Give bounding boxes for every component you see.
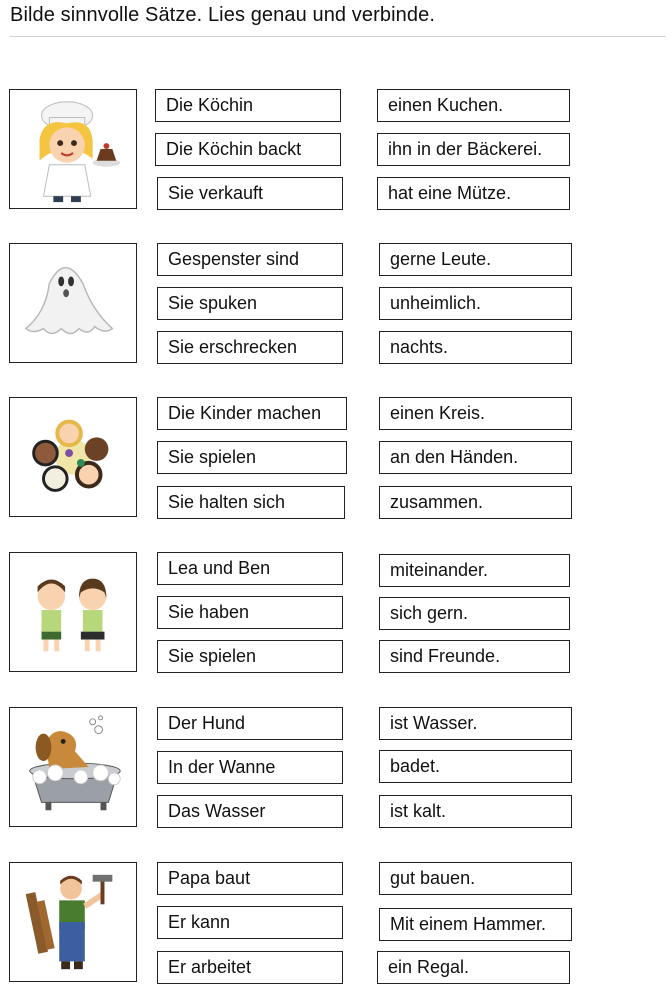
right-phrase[interactable]: einen Kuchen. <box>377 89 570 122</box>
right-phrase[interactable]: ist Wasser. <box>379 707 572 740</box>
right-phrase[interactable]: zusammen. <box>379 486 572 519</box>
left-phrase[interactable]: Er arbeitet <box>157 951 343 984</box>
ghost-icon <box>9 243 137 363</box>
right-phrase[interactable]: sich gern. <box>379 597 570 630</box>
right-phrase[interactable]: an den Händen. <box>379 441 572 474</box>
boy-and-girl-icon <box>9 552 137 672</box>
left-phrase[interactable]: Sie spielen <box>157 441 347 474</box>
left-phrase[interactable]: Sie erschrecken <box>157 331 343 364</box>
left-phrase[interactable]: Lea und Ben <box>157 552 343 585</box>
right-phrase[interactable]: nachts. <box>379 331 572 364</box>
dog-bath-icon <box>9 707 137 827</box>
instruction-title: Bilde sinnvolle Sätze. Lies genau und verbinde. <box>10 4 435 26</box>
left-phrase[interactable]: Er kann <box>157 906 343 939</box>
left-phrase[interactable]: Sie halten sich <box>157 486 345 519</box>
right-phrase[interactable]: badet. <box>379 750 572 783</box>
divider <box>10 36 666 37</box>
left-phrase[interactable]: Der Hund <box>157 707 343 740</box>
left-phrase[interactable]: In der Wanne <box>157 751 343 784</box>
left-phrase[interactable]: Gespenster sind <box>157 243 343 276</box>
right-phrase[interactable]: ein Regal. <box>377 951 570 984</box>
right-phrase[interactable]: ist kalt. <box>379 795 572 828</box>
left-phrase[interactable]: Papa baut <box>157 862 343 895</box>
right-phrase[interactable]: sind Freunde. <box>379 640 570 673</box>
cook-icon <box>9 89 137 209</box>
right-phrase[interactable]: hat eine Mütze. <box>377 177 570 210</box>
left-phrase[interactable]: Die Kinder machen <box>157 397 347 430</box>
right-phrase[interactable]: gut bauen. <box>379 862 572 895</box>
children-circle-icon <box>9 397 137 517</box>
left-phrase[interactable]: Sie verkauft <box>157 177 343 210</box>
left-phrase[interactable]: Das Wasser <box>157 795 343 828</box>
left-phrase[interactable]: Sie haben <box>157 596 343 629</box>
right-phrase[interactable]: einen Kreis. <box>379 397 572 430</box>
right-phrase[interactable]: ihn in der Bäckerei. <box>377 133 570 166</box>
right-phrase[interactable]: Mit einem Hammer. <box>379 908 572 941</box>
handyman-hammer-icon <box>9 862 137 982</box>
right-phrase[interactable]: gerne Leute. <box>379 243 572 276</box>
left-phrase[interactable]: Die Köchin backt <box>155 133 341 166</box>
right-phrase[interactable]: unheimlich. <box>379 287 572 320</box>
left-phrase[interactable]: Sie spielen <box>157 640 343 673</box>
left-phrase[interactable]: Sie spuken <box>157 287 343 320</box>
left-phrase[interactable]: Die Köchin <box>155 89 341 122</box>
right-phrase[interactable]: miteinander. <box>379 554 570 587</box>
